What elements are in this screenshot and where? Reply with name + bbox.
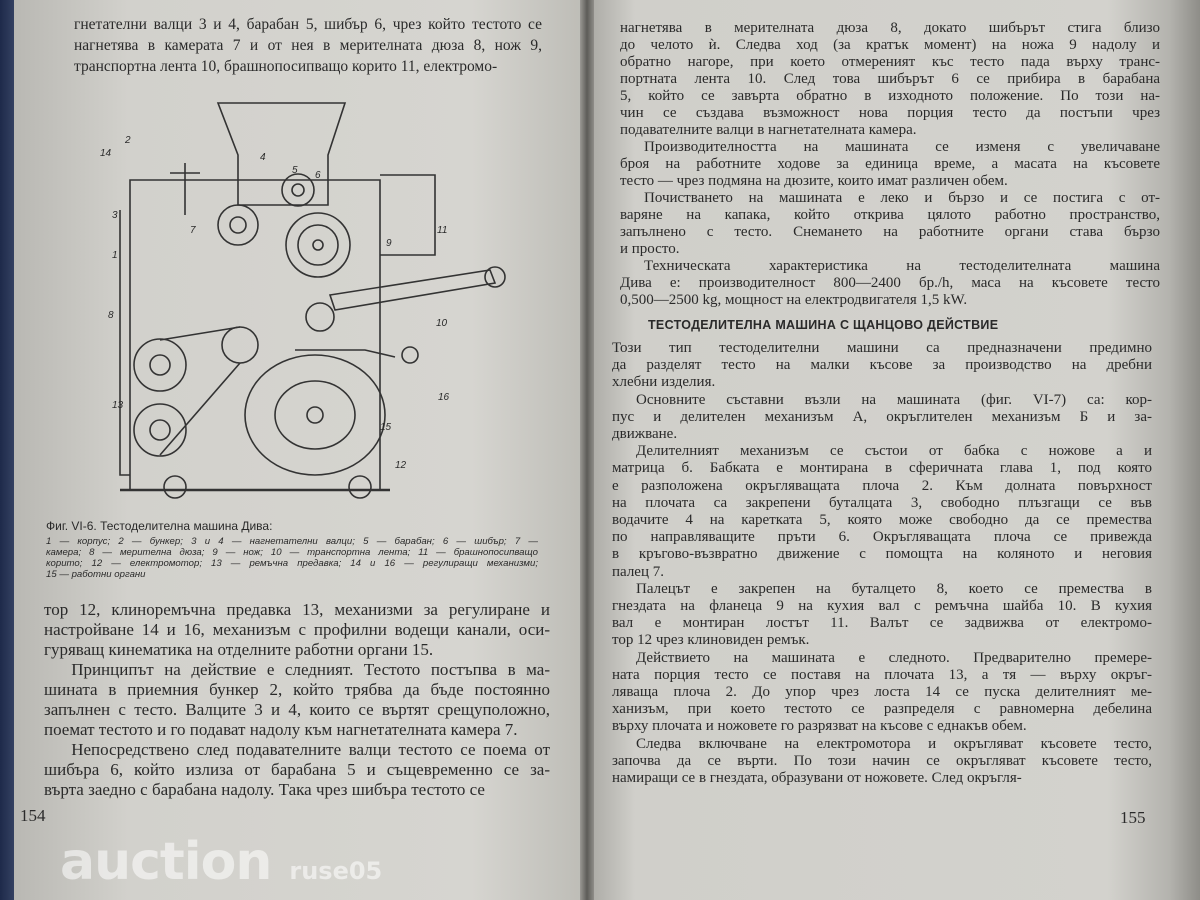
text-line: на плочата са закрепени буталцата 3, свободно плъзгащи се във <box>612 494 1152 511</box>
figure-label: 4 <box>260 152 266 163</box>
text-line: Палецът е закрепен на буталцето 8, което се премества в <box>636 580 1152 597</box>
text-line: Техническата характеристика на тестоделителната машина <box>644 258 1160 274</box>
text-line: намиращи се в гнездата, образувани от ножовете. След окръгля- <box>612 770 1022 787</box>
text-line: гнездата на фланеца 9 на кухия вал с ремъчна шайба 10. В кухия <box>612 598 1152 615</box>
text-line: до челото ѝ. Следва ход (за кратък момент) на ножа 9 надолу и <box>620 37 1160 53</box>
text-line: нагнетява в камерата 7 и от нея в мерителната дюза 8, нож 9, <box>74 37 542 54</box>
watermark-auction: auction <box>60 832 272 892</box>
page-number-left: 154 <box>20 806 46 825</box>
figure-label: 11 <box>437 225 448 236</box>
figure-label: 1 <box>112 250 118 261</box>
text-line: Делителният механизъм се състои от бабка с ножове а и <box>636 443 1152 460</box>
text-line: Производителността на машината се изменя с увеличаване <box>644 139 1160 155</box>
text-line: шината в приемния бункер 2, който трябва да бъде постоянно <box>44 680 550 699</box>
text-line: е разположена окръгляващата плоча 2. Към долната повърхност <box>612 477 1152 494</box>
left-page-body-text <box>44 600 550 800</box>
text-line: тесто — чрез подмяна на дюзите, които имат различен обем. <box>620 173 1008 189</box>
text-line: гнетателни валци 3 и 4, барабан 5, шибър 6, чрез който тестото се <box>74 16 542 33</box>
figure-label: 8 <box>108 310 114 321</box>
figure-caption <box>46 519 538 580</box>
conveyor <box>330 270 495 310</box>
text-line: Непосредствено след подавателните валци тестото се поема от <box>71 740 550 759</box>
figure-label: 3 <box>112 210 118 221</box>
text-line: ханизъм, при което тестото се разпределя с равномерна дебелина <box>612 701 1152 718</box>
text-line: да разделят тесто на малки късове за производство на дребни <box>612 357 1152 374</box>
text-line: пус и делителен механизъм А, окръглителен механизъм Б и за- <box>612 408 1152 425</box>
figure-label: 9 <box>386 238 392 249</box>
text-line: Действието на машината е следното. Предварително премере- <box>636 649 1152 666</box>
watermark-ruse05: ruse05 <box>289 857 383 885</box>
text-line: палец 7. <box>612 563 664 580</box>
figure-label: 5 <box>292 165 298 176</box>
text-line: вал е монтиран лостът 11. Валът се задвижва от електромо- <box>612 615 1152 632</box>
right-page-body-text <box>612 340 1152 787</box>
text-line: Следва включване на електромотора и окръгляват късовете тесто, <box>636 735 1152 752</box>
figure-label: 7 <box>190 225 196 236</box>
text-line: тор 12 чрез клиновиден ремък. <box>612 632 810 649</box>
text-line: водачите 4 на каретката 5, която може свободно да се премества <box>612 512 1152 529</box>
text-line: ляваща плоча 2. До упор чрез лоста 14 се пуска делителният ме- <box>612 684 1152 701</box>
section-heading: ТЕСТОДЕЛИТЕЛНА МАШИНА С ЩАНЦОВО ДЕЙСТВИЕ <box>648 318 999 332</box>
text-line: подавателните валци в нагнетателната камера. <box>620 122 917 138</box>
text-line: ната порция тесто се поставя на плочата 13, а тя — върху окръг- <box>612 666 1152 683</box>
text-line: Този тип тестоделителни машини са предназначени предимно <box>612 340 1152 356</box>
text-line: портната лента 10. След това шибърът 6 се прибира в барабана <box>620 71 1160 87</box>
figure-label: 10 <box>436 318 448 329</box>
text-line: по направляващите пръти 6. Окръгляващата плоча се привежда <box>612 529 1152 546</box>
text-line: и просто. <box>620 241 680 257</box>
text-line: нагнетява в мерителната дюза 8, докато шибърът стига близо <box>620 20 1160 36</box>
text-line: гуряващ кинематика на отделните работни органи 15. <box>44 640 434 659</box>
text-line: в кръгово-възвратно движение с помощта на коляното и неговия <box>612 546 1152 563</box>
body-edge <box>120 210 130 475</box>
text-line: Принципът на действие е следният. Тестото постъпва в ма- <box>71 660 550 679</box>
text-line: матрица б. Бабката е монтирана в сферичната глава 1, под която <box>612 460 1152 477</box>
text-line: обратно нагоре, при което отмереният къс тесто пада върху транс- <box>620 54 1160 70</box>
text-line: Основните съставни възли на машината (фиг. VI-7) са: кор- <box>636 391 1152 408</box>
text-line: върта заедно с барабана надолу. Така чрез шибъра тестото се <box>44 780 485 799</box>
text-line: движване. <box>612 426 678 443</box>
text-line: 0,500—2500 kg, мощност на електродвигателя 1,5 kW. <box>620 292 968 308</box>
caption-legend <box>46 536 538 580</box>
figure-label: 2 <box>125 135 131 146</box>
text-line: транспортна лента 10, брашнопосипващо корито 11, електромо- <box>74 58 498 75</box>
page-number-right: 155 <box>1120 808 1146 827</box>
text-line: запълнено с тесто. Снемането на работните органи става бързо <box>620 224 1160 240</box>
text-line: корито; 12 — електромотор; 13 — ремъчна предавка; 14 и 16 — регулиращи механизми; <box>46 558 538 569</box>
machine-schematic-figure <box>90 95 560 510</box>
figure-label: 13 <box>112 400 124 411</box>
text-line: хлебни изделия. <box>612 374 716 391</box>
text-line: запълнен с тесто. Валците 3 и 4, които се въртят срещуположно, <box>44 700 550 719</box>
figure-label: 16 <box>438 392 450 403</box>
text-line: Почистването на машината е леко и бързо и се постига с от- <box>644 190 1160 206</box>
text-line: чин се създава възможност нова порция тесто да постъпи чрез <box>620 105 1160 121</box>
figure-label: 6 <box>315 170 321 181</box>
text-line: 1 — корпус; 2 — бункер; 3 и 4 — нагнетателни валци; 5 — барабан; 6 — шибър; 7 — <box>46 536 538 547</box>
text-line: поемат тестото и го подават надолу към нагнетателната камера 7. <box>44 720 518 739</box>
text-line: започва да се върти. По този начин се окръгляват късовете тесто, <box>612 752 1152 769</box>
caption-title: Фиг. VI-6. Тестоделителна машина Дива: <box>46 519 273 533</box>
text-line: тор 12, клиноремъчна предавка 13, механизми за регулиране и <box>44 600 550 619</box>
text-line: броя на работните ходове за единица време, а масата на късовете <box>620 156 1160 172</box>
text-line: Дива е: производителност 800—2400 бр./h, маса на късовете тесто <box>620 275 1160 291</box>
text-line: върху плочата и ножовете го разрязват на късове с еднакъв обем. <box>612 718 1027 735</box>
left-page-top-text <box>74 14 542 77</box>
text-line: настройване 14 и 16, механизъм с профилни водещи канали, оси- <box>44 620 550 639</box>
text-line: 15 — работни органи <box>46 569 146 580</box>
figure-label: 12 <box>395 460 407 471</box>
text-line: камера; 8 — мерителна дюза; 9 — нож; 10 — транспортна лента; 11 — брашнопосипващо <box>46 547 538 558</box>
book-gutter <box>580 0 594 900</box>
figure-label: 14 <box>100 148 112 159</box>
text-line: шибъра 6, който излиза от барабана 5 и същевременно се за- <box>44 760 550 779</box>
text-line: варяне на капака, който открива цялото работно пространство, <box>620 207 1160 223</box>
figure-label: 15 <box>380 422 392 433</box>
text-line: 5, който се завърта обратно в изходното положение. По този на- <box>620 88 1160 104</box>
right-page-top-text <box>620 20 1160 309</box>
